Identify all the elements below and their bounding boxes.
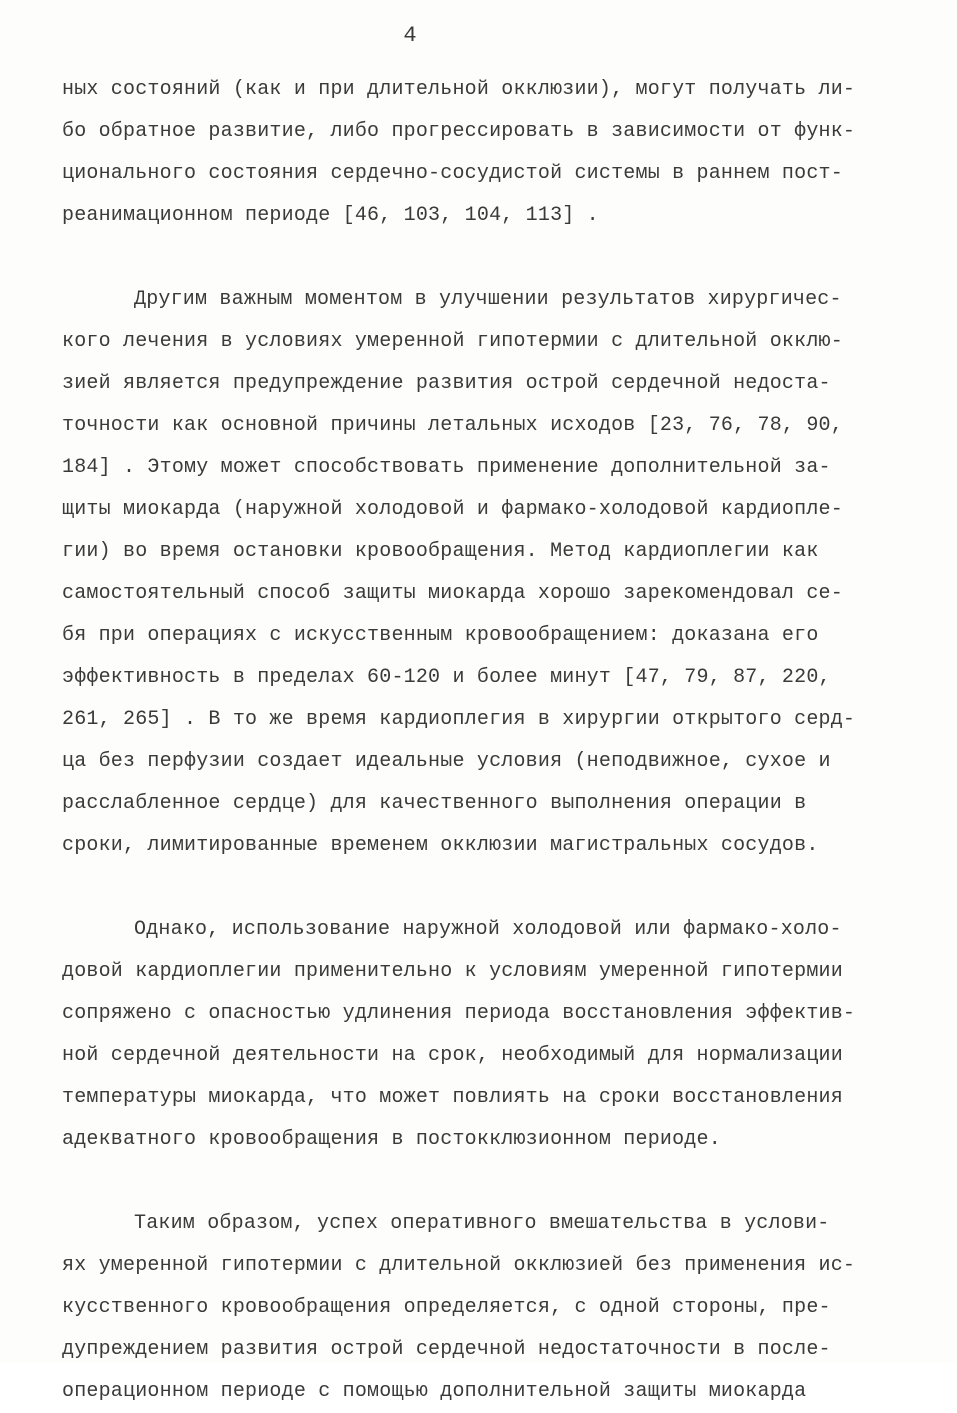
text-line: Однако, использование наружной холодовой или фармако-холо- [134, 918, 842, 941]
paragraph [62, 909, 902, 1161]
paragraph [62, 69, 902, 237]
text-line: Другим важным моментом в улучшении результатов хирургичес- [134, 288, 842, 311]
text-line: самостоятельный способ защиты миокарда хорошо зарекомендовал се- [62, 582, 843, 605]
text-line: адекватного кровообращения в постокклюзионном периоде. [62, 1128, 721, 1151]
text-line: температуры миокарда, что может повлиять на сроки восстановления [62, 1086, 843, 1109]
text-line: ных состояний (как и при длительной окклюзии), могут получать ли- [62, 78, 856, 101]
text-line: сроки, лимитированные временем окклюзии магистральных сосудов. [62, 834, 819, 857]
paragraph [62, 1203, 902, 1413]
text-line: ца без перфузии создает идеальные условия (неподвижное, сухое и [62, 750, 831, 773]
text-line: кусственного кровообращения определяется, с одной стороны, пре- [62, 1296, 831, 1319]
text-line: бя при операциях с искусственным кровообращением: доказана его [62, 624, 819, 647]
text-line: операционном периоде с помощью дополнительной защиты миокарда [62, 1380, 807, 1403]
text-line: эффективность в пределах 60-120 и более минут [47, 79, 87, 220, [62, 666, 831, 689]
text-line: точности как основной причины летальных исходов [23, 76, 78, 90, [62, 414, 843, 437]
text-line: Таким образом, успех оперативного вмешательства в услови- [134, 1212, 830, 1235]
text-line: бо обратное развитие, либо прогрессировать в зависимости от функ- [62, 120, 856, 143]
body-text [62, 69, 902, 1413]
text-line: расслабленное сердце) для качественного выполнения операции в [62, 792, 807, 815]
text-line: гии) во время остановки кровообращения. Метод кардиоплегии как [62, 540, 819, 563]
text-line: ях умеренной гипотермии с длительной окклюзией без применения ис- [62, 1254, 856, 1277]
text-line: дупреждением развития острой сердечной недостаточности в после- [62, 1338, 831, 1361]
paragraph [62, 279, 902, 867]
text-line: ной сердечной деятельности на срок, необходимый для нормализации [62, 1044, 843, 1067]
text-line: кого лечения в условиях умеренной гипотермии с длительной окклю- [62, 330, 843, 353]
text-line: сопряжено с опасностью удлинения периода восстановления эффектив- [62, 1002, 856, 1025]
text-line: ционального состояния сердечно-сосудистой системы в раннем пост- [62, 162, 843, 185]
text-line: 261, 265] . В то же время кардиоплегия в хирургии открытого серд- [62, 708, 856, 731]
text-line: 184] . Этому может способствовать применение дополнительной за- [62, 456, 831, 479]
page-number: 4 [403, 23, 417, 48]
text-line: щиты миокарда (наружной холодовой и фармако-холодовой кардиоплe- [62, 498, 843, 521]
text-line: зией является предупреждение развития острой сердечной недоста- [62, 372, 831, 395]
text-line: реанимационном периоде [46, 103, 104, 113] . [62, 204, 599, 227]
text-line: довой кардиоплегии применительно к условиям умеренной гипотермии [62, 960, 843, 983]
